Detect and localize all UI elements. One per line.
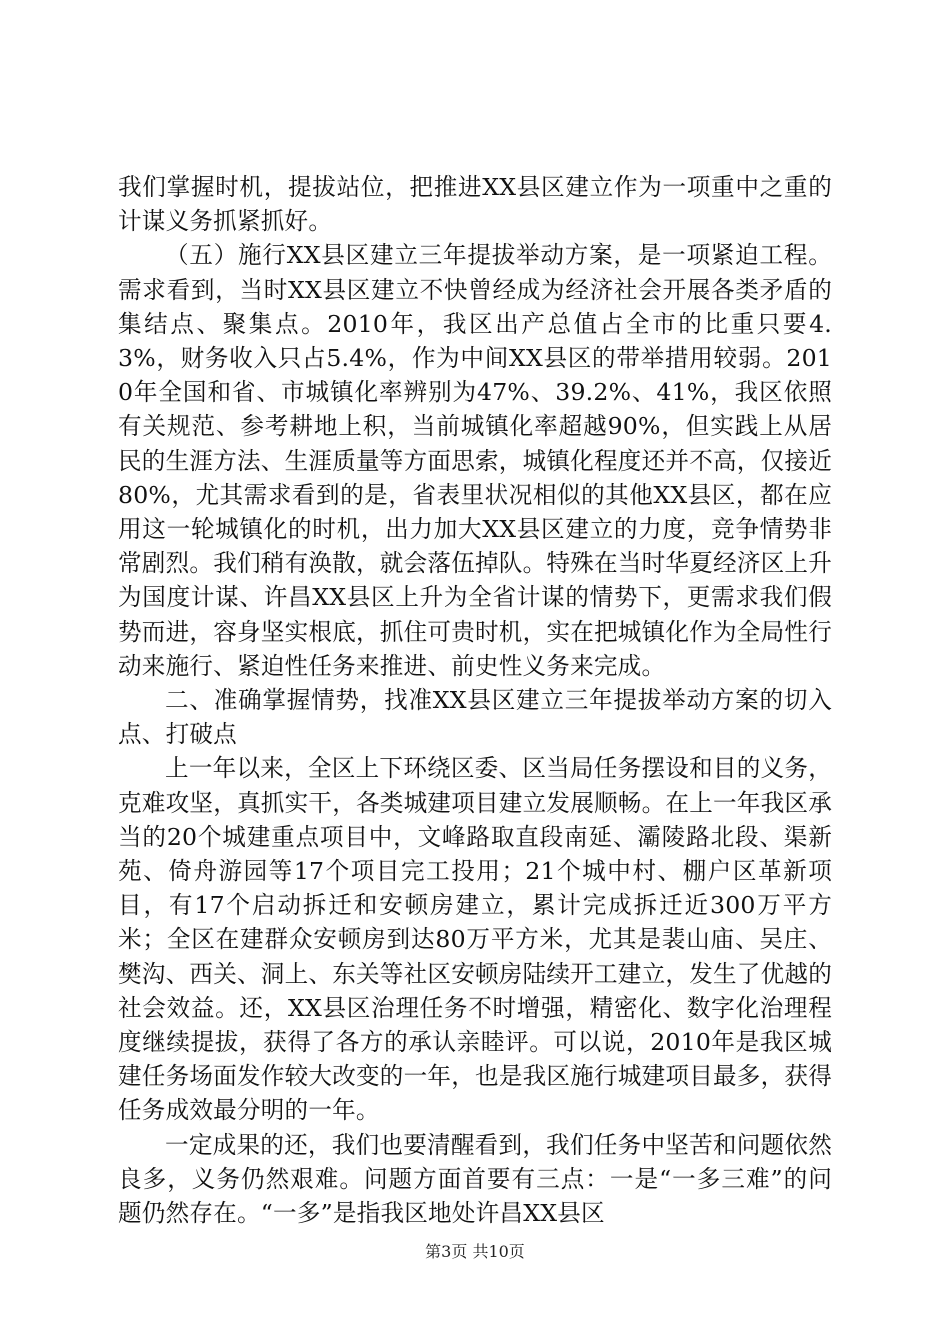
paragraph-problems: 一定成果的还，我们也要清醒看到，我们任务中坚苦和问题依然良多，义务仍然艰难。问题方面首要有三点：一是“一多三难”的问题仍然存在。“一多”是指我区地处许昌XX县区 xyxy=(118,1130,832,1228)
paragraph-section-five: （五）施行XX县区建立三年提拔举动方案，是一项紧迫工程。需求看到，当时XX县区建立不快曾经成为经济社会开展各类矛盾的集结点、聚集点。2010年，我区出产总值占全市的比重只要4.3%，财务收入只占5.4%，作为中间XX县区的带举措用较弱。2010年全国和省、市城镇化率辨别为47%、39.2%、41%，我区依照有关规范、参考耕地上积，当前城镇化率超越90%，但实践上从居民的生涯方法、生涯质量等方面思索，城镇化程度还并不高，仅接近80%，尤其需求看到的是，省表里状况相似的其他XX县区，都在应用这一轮城镇化的时机，出力加大XX县区建立的力度，竞争情势非常剧烈。我们稍有涣散，就会落伍掉队。特殊在当时华夏经济区上升为国度计谋、许昌XX县区上升为全省计谋的情势下，更需求我们假势而进，容身坚实根底，抓住可贵时机，实在把城镇化作为全局性行动来施行、紧迫性任务来推进、前史性义务来完成。 xyxy=(118,241,832,680)
section-heading-two: 二、准确掌握情势，找准XX县区建立三年提拔举动方案的切入点、打破点 xyxy=(118,686,832,749)
page-footer: 第3页 共10页 xyxy=(425,1242,525,1261)
paragraph-continued: 我们掌握时机，提拔站位，把推进XX县区建立作为一项重中之重的计谋义务抓紧抓好。 xyxy=(118,173,832,236)
paragraph-progress: 上一年以来，全区上下环绕区委、区当局任务摆设和目的义务，克难攻坚，真抓实干，各类城建项目建立发展顺畅。在上一年我区承当的20个城建重点项目中，文峰路取直段南延、灞陵路北段、渠新苑、倚舟游园等17个项目完工投用；21个城中村、棚户区革新项目，有17个启动拆迁和安顿房建立，累计完成拆迁近300万平方米；全区在建群众安顿房到达80万平方米，尤其是裴山庙、吴庄、樊沟、西关、洞上、东关等社区安顿房陆续开工建立，发生了优越的社会效益。还，XX县区治理任务不时增强，精密化、数字化治理程度继续提拔，获得了各方的承认亲睦评。可以说，2010年是我区城建任务场面发作较大改变的一年，也是我区施行城建项目最多，获得任务成效最分明的一年。 xyxy=(118,754,832,1125)
document-body xyxy=(118,170,832,1230)
